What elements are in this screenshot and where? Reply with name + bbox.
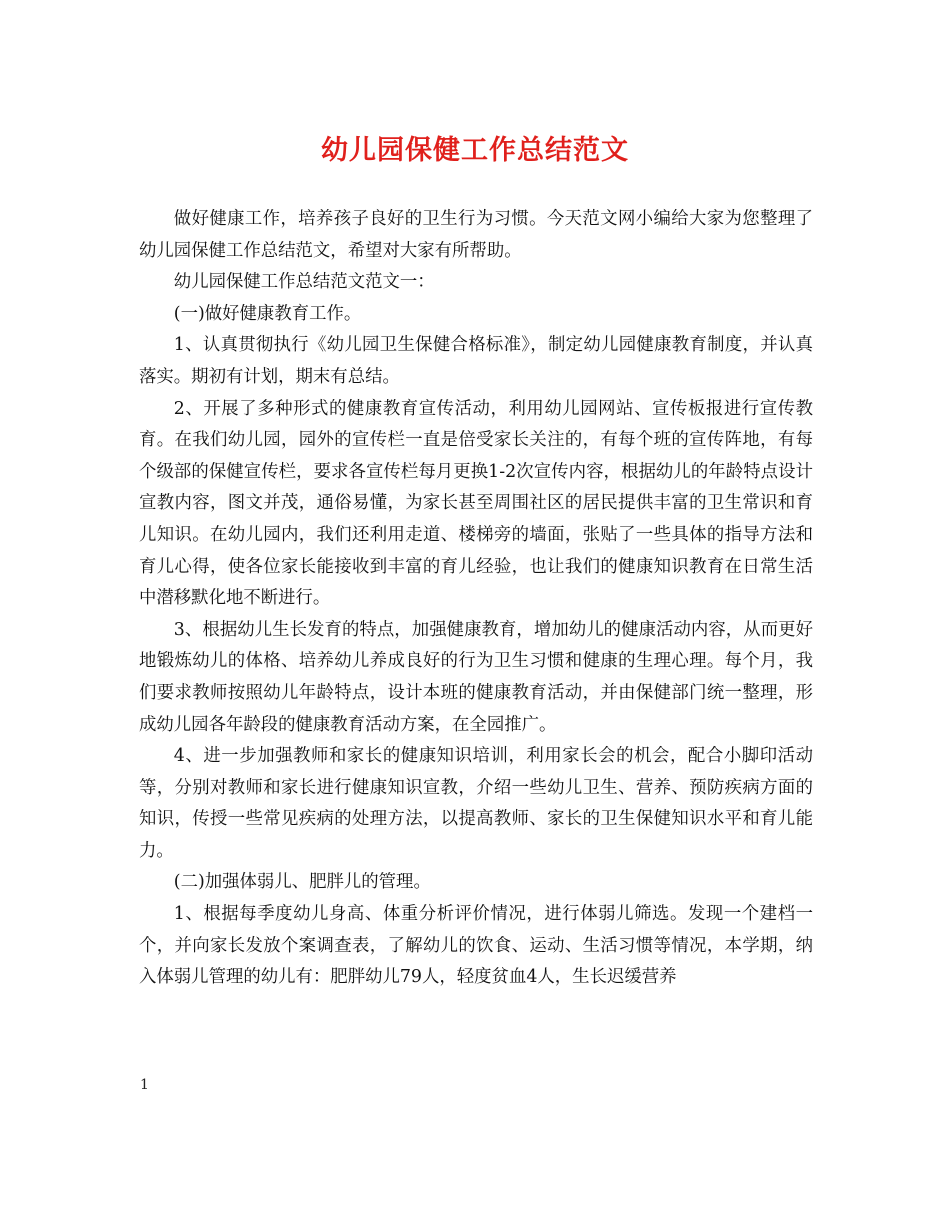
- paragraph-sample-heading: 幼儿园保健工作总结范文范文一：: [173, 272, 435, 293]
- paragraph-item-2: 2、开展了多种形式的健康教育宣传活动，利用幼儿园网站、宣传板报进行宣传教育。在我们幼儿园，园外的宣传栏一直是倍受家长关注的，有每个班的宣传阵地，有每个级部的保健宣传栏，要求各宣传栏每月更换1-2次宣传内容，根据幼儿的年龄特点设计宣教内容，图文并茂，通俗易懂，为家长甚至周围社区的居民提供丰富的卫生常识和育儿知识。在幼儿园内，我们还利用走道、楼梯旁的墙面，张贴了一些具体的指导方法和育儿心得，使各位家长能接收到丰富的育儿经验，也让我们的健康知识教育在日常生活中潜移默化地不断进行。: [139, 398, 813, 609]
- document-body: [139, 204, 813, 994]
- paragraph-intro: 做好健康工作，培养孩子良好的卫生行为习惯。今天范文网小编给大家为您整理了幼儿园保健工作总结范文，希望对大家有所帮助。: [139, 209, 813, 261]
- page-number: 1: [140, 1077, 149, 1093]
- section-heading-health-education: (一)做好健康教育工作。: [173, 303, 362, 324]
- paragraph-item-1: 1、认真贯彻执行《幼儿园卫生保健合格标准》，制定幼儿园健康教育制度，并认真落实。期初有计划，期末有总结。: [139, 335, 813, 387]
- paragraph-item-3: 3、根据幼儿生长发育的特点，加强健康教育，增加幼儿的健康活动内容，从而更好地锻炼幼儿的体格、培养幼儿养成良好的行为卫生习惯和健康的生理心理。每个月，我们要求教师按照幼儿年龄特点，设计本班的健康教育活动，并由保健部门统一整理，形成幼儿园各年龄段的健康教育活动方案，在全园推广。: [139, 619, 813, 735]
- page-title: 幼儿园保健工作总结范文: [321, 135, 629, 166]
- section-heading-weak-obese-management: (二)加强体弱儿、肥胖儿的管理。: [173, 872, 431, 893]
- paragraph-item-4: 4、进一步加强教师和家长的健康知识培训，利用家长会的机会，配合小脚印活动等，分别对教师和家长进行健康知识宣教，介绍一些幼儿卫生、营养、预防疾病方面的知识，传授一些常见疾病的处理方法，以提高教师、家长的卫生保健知识水平和育儿能力。: [139, 746, 813, 861]
- paragraph-section2-item-1: 1、根据每季度幼儿身高、体重分析评价情况，进行体弱儿筛选。发现一个建档一个，并向家长发放个案调查表，了解幼儿的饮食、运动、生活习惯等情况，本学期，纳入体弱儿管理的幼儿有：肥胖幼儿79人，轻度贫血4人，生长迟缓营养: [139, 904, 813, 988]
